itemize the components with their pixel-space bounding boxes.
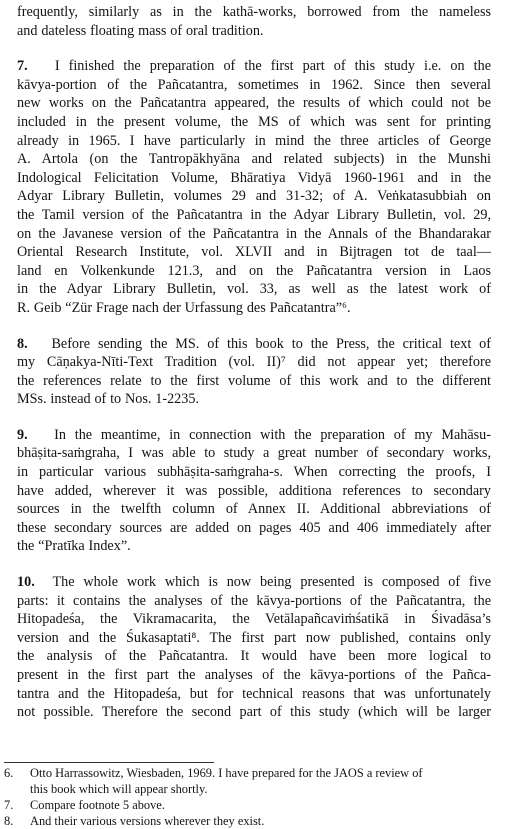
text-line: parts: it contains the analyses of the kāvya-portions of the Pañcatantra, the: [17, 592, 491, 609]
footnote-line: And their various versions wherever they exist.: [30, 814, 265, 828]
footnote-7: [4, 797, 490, 813]
text-line: and dateless floating mass of oral tradition.: [17, 22, 264, 39]
text-line: on the Javanese version of the Pañcatantra in the Annals of the Bhandarakar: [17, 225, 491, 242]
footnotes: [4, 765, 490, 829]
text-line: The whole work which is now being presented is composed of five: [52, 574, 491, 591]
text-line: R. Geib “Zür Frage nach der Urfassung des Pañcatantra”⁶.: [17, 299, 351, 316]
footnote-line: Otto Harrassowitz, Wiesbaden, 1969. I have prepared for the JAOS a review of: [30, 766, 423, 780]
text-line: have added, wherever it was possible, additiona references to secondary: [17, 482, 491, 499]
paragraph-7: [17, 57, 491, 317]
text-line: version and the Śukasaptati⁸. The first part now published, contains only: [17, 629, 491, 646]
footnote-8: [4, 813, 490, 829]
footnote-divider: [4, 762, 214, 763]
text-line: the “Pratīka Index”.: [17, 538, 131, 555]
text-line: In the meantime, in connection with the preparation of my Mahāsu-: [54, 426, 491, 443]
text-line: my Cāṇakya-Nīti-Text Tradition (vol. II)⁷ did not appear yet; therefore: [17, 354, 491, 371]
text-line: Oriental Research Institute, vol. XLVII and in Bijtragen tot de taal—: [17, 244, 491, 261]
footnote-line: this book which will appear shortly.: [30, 782, 208, 796]
footnote-6: [4, 765, 490, 797]
text-line: these secondary sources are added on pages 405 and 406 immediately after: [17, 519, 491, 536]
paragraph-number: 7.: [17, 58, 28, 75]
text-line: A. Artola (on the Tantropākhyāna and related subjects) in the Munshi: [17, 151, 491, 168]
text-line: the Tamil version of the Pañcatantra in the Adyar Library Bulletin, vol. 29,: [17, 206, 491, 223]
text-line: not possible. Therefore the second part of this study (which will be larger: [17, 704, 491, 721]
text-line: land en Volkenkunde 121.3, and on the Pañcatantra version in Laos: [17, 262, 491, 279]
text-line: I finished the preparation of the first part of this study i.e. on the: [54, 58, 491, 75]
text-line: tantra and the Hitopadeśa, but for technical reasons that was unfortunately: [17, 685, 491, 702]
paragraph-8: [17, 335, 491, 409]
text-line: new works on the Pañcatantra appeared, the results of which could not be: [17, 95, 491, 112]
text-line: already in 1965. I have particularly in mind the three articles of George: [17, 132, 491, 149]
text-line: the references relate to the first volume of this work and to the different: [17, 372, 491, 389]
text-line: in particular various subhāṣita-saṁgraha-s. When correcting the proofs, I: [17, 464, 491, 481]
paragraph-number: 10.: [17, 574, 35, 591]
footnote-number: 7.: [4, 798, 14, 812]
text-line: frequently, similarly as in the kathā-works, borrowed from the nameless: [17, 4, 491, 20]
paragraph-number: 9.: [17, 426, 28, 443]
paragraph-number: 8.: [17, 335, 28, 352]
footnote-line: Compare footnote 5 above.: [30, 798, 165, 812]
text-line: Before sending the MS. of this book to the Press, the critical text of: [51, 335, 492, 352]
text-line: bhāṣita-saṁgraha, I was able to study a great number of secondary works,: [17, 445, 491, 462]
text-line: Adyar Library Bulletin, volumes 29 and 31-32; of A. Veṅkatasubbiah on: [17, 188, 491, 205]
text-line: the analysis of the Pañcatantra. It would have been more logical to: [17, 648, 491, 665]
text-line: Indological Felicitation Volume, Bhāratiya Vidyā 1960-1961 and in the: [17, 169, 491, 186]
paragraph-continued: [17, 3, 491, 40]
footnote-number: 6.: [4, 766, 14, 780]
text-line: sources in the twelfth column of Annex II. Additional abbreviations of: [17, 501, 491, 518]
text-line: included in the present volume, the MS of which was sent for printing: [17, 113, 491, 130]
paragraph-9: [17, 426, 491, 556]
text-line: MSs. instead of to Nos. 1-2235.: [17, 391, 199, 408]
paragraph-10: [17, 573, 491, 722]
text-line: Hitopadeśa, the Vikramacarita, the Vetālapañcaviṁśatikā in Śivadāsa’s: [17, 611, 491, 628]
text-line: present in the first part the analyses of the kāvya-portions of the Pañca-: [17, 667, 491, 683]
text-line: in the Adyar Library Bulletin, vol. 33, as well as the latest work of: [17, 281, 491, 298]
text-line: kāvya-portion of the Pañcatantra, sometimes in 1962. Since then several: [17, 76, 491, 93]
footnote-number: 8.: [4, 814, 14, 828]
